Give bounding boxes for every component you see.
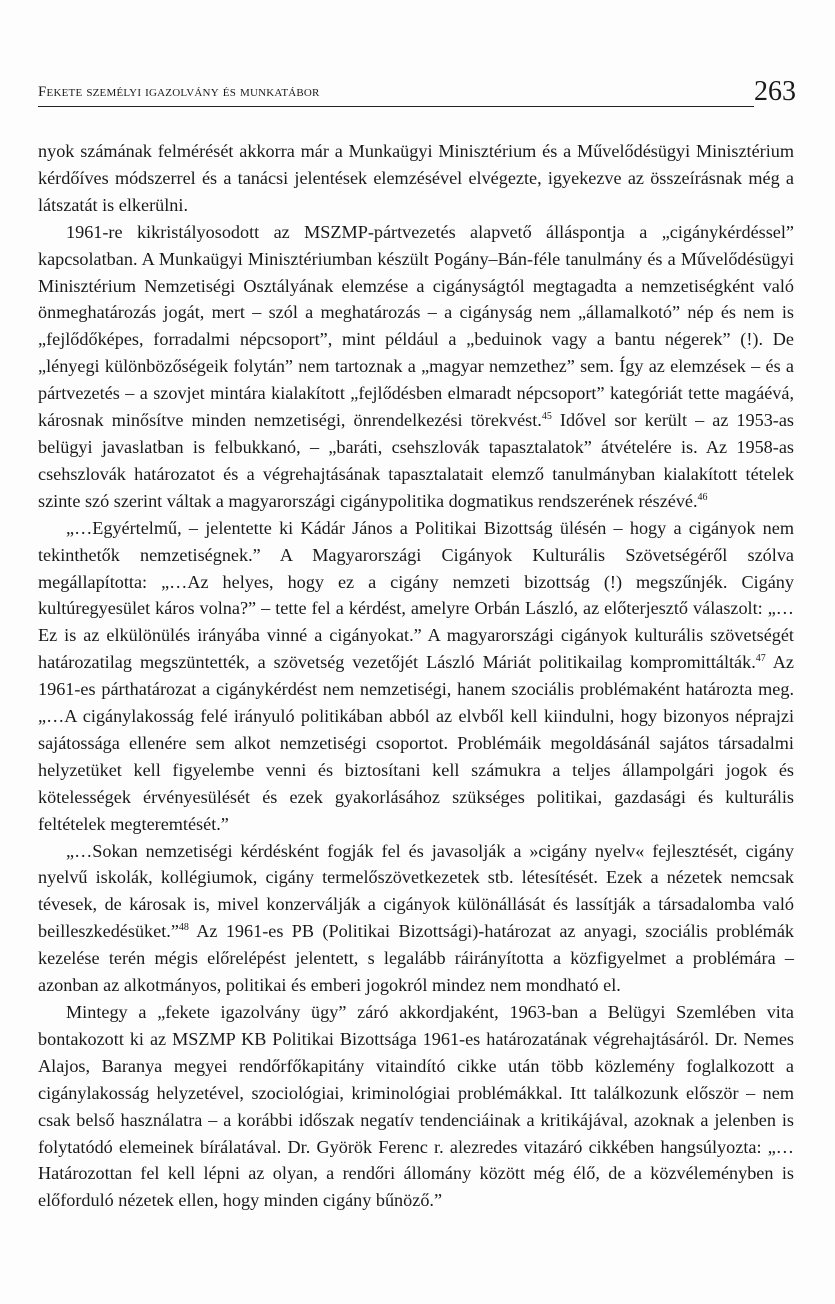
running-head: Fekete személyi igazolvány és munkatábor bbox=[38, 84, 320, 100]
footnote-marker: 47 bbox=[755, 653, 766, 665]
body-text bbox=[38, 138, 794, 1214]
paragraph-p3 bbox=[38, 515, 794, 838]
page-number: 263 bbox=[754, 76, 796, 107]
page-header bbox=[38, 78, 796, 118]
paragraph-text: „…Egyértelmű, – jelentette ki Kádár János a Politikai Bizottság ülésén – hogy a cigányok nem tekinthetők nemzetiségnek.” A Magyarországi Cigányok Kulturális Szövetségéről szólva megállapította: „…Az helyes, hogy ez a cigány nemzeti bizottság (!) megszűnjék. Cigány kultúregyesület káros volna?” – tette fel a kérdést, amelyre Orbán László, az előterjesztő válaszolt: „…Ez is az elkülönülés irányába vinné a cigányokat.” A magyarországi cigányok kulturális szövetségét határozatilag megszüntették, a szövetség vezetőjét László Máriát politikailag kompromittálták. bbox=[38, 517, 794, 673]
paragraph-text: nyok számának felmérését akkorra már a Munkaügyi Minisztérium és a Művelődésügyi Minisztérium kérdőíves módszerrel és a tanácsi jelentések elemzésével elvégezte, igyekezve az összeírásnak még a látszatát is elkerülni. bbox=[38, 141, 794, 215]
paragraph-text: 1961-re kikristályosodott az MSZMP-pártvezetés alapvető álláspontja a „cigánykérdéssel” kapcsolatban. A Munkaügyi Minisztériumban készült Pogány–Bán-féle tanulmány és a Művelődésügyi Minisztérium Nemzetiségi Osztályának elemzése a cigányságtól megtagadta a nemzetiségként való önmeghatározás jogát, mert – szól a meghatározás – a cigányság nem „államalkotó” nép és nem is „fejlődőképes, forradalmi népcsoport”, mint például a „beduinok vagy a bantu négerek” (!). De „lényegi különbözőségeik folytán” nem tartoznak a „magyar nemzethez” sem. Így az elemzések – és a pártvezetés – a szovjet mintára kialakított „fejlődésben elmaradt népcsoport” kategóriát tette magáévá, károsnak minősítve minden nemzetiségi, önrendelkezési törekvést. bbox=[38, 221, 794, 431]
paragraph-p2 bbox=[38, 219, 794, 515]
paragraph-text: Az 1961-es párthatározat a cigánykérdést nem nemzetiségi, hanem szociális problémaként határozta meg. „…A cigánylakosság felé irányuló politikában abból az elvből kell kiindulni, hogy bizonyos néprajzi sajátossága ellenére sem alkot nemzetiségi csoportot. Problémáik megoldásánál sajátos társadalmi helyzetüket kell figyelembe venni és biztosítani kell számukra a teljes állampolgári jogok és kötelességek érvényesülését és ezek gyakorlásához szükséges politikai, gazdasági és kulturális feltételek megteremtését.” bbox=[38, 652, 795, 834]
paragraph-text: Idővel sor került – az 1953-as belügyi javaslatban is felbukkanó, – „baráti, csehszlovák tapasztalatok” átvételére is. Az 1958-as csehszlovák határozatot és a végrehajtásának tapasztalatait elemző tanulmányban kialakított tételek szinte szó szerint váltak a magyarországi cigánypolitika dogmatikus rendszerének részévé. bbox=[38, 410, 795, 511]
paragraph-p1 bbox=[38, 138, 794, 219]
footnote-marker: 46 bbox=[697, 491, 708, 503]
footnote-marker: 48 bbox=[178, 922, 189, 934]
paragraph-text: Az 1961-es PB (Politikai Bizottsági)-határozat az anyagi, szociális problémák kezelése terén mégis előrelépést jelentett, s legalább ráirányította a közfigyelmet a problémára – azonban az alkotmányos, politikai és emberi jogokról mindez nem mondható el. bbox=[38, 921, 794, 996]
paragraph-text: „…Sokan nemzetiségi kérdésként fogják fel és javasolják a »cigány nyelv« fejlesztését, cigány nyelvű iskolák, kollégiumok, cigány termelőszövetkezetek stb. létesítését. Ezek a nézetek nemcsak tévesek, de károsak is, mivel konzerválják a cigányok különállását és lassítják a társadalomba való beilleszkedésüket.” bbox=[38, 840, 794, 942]
paragraph-p4 bbox=[38, 838, 794, 999]
header-rule bbox=[38, 106, 754, 107]
footnote-marker: 45 bbox=[541, 411, 552, 423]
paragraph-text: Mintegy a „fekete igazolvány ügy” záró akkordjaként, 1963-ban a Belügyi Szemlében vita bontakozott ki az MSZMP KB Politikai Bizottsága 1961-es határozatának végrehajtásáról. Dr. Nemes Alajos, Baranya megyei rendőrfőkapitány vitaindító cikke után több közlemény foglalkozott a cigánylakosság helyzetével, szociológiai, kriminológiai problémákkal. Itt találkozunk először – nem csak belső használatra – a korábbi időszak negatív tendenciáinak a kritikájával, azoknak a jelenben is folytatódó elemeinek bírálatával. Dr. Györök Ferenc r. alezredes vitazáró cikkében hangsúlyozta: „…Határozottan fel kell lépni az olyan, a rendőri állomány között még élő, de a közvéleményben is előforduló nézetek ellen, hogy minden cigány bűnöző.” bbox=[38, 1002, 794, 1211]
paragraph-p5 bbox=[38, 999, 794, 1214]
